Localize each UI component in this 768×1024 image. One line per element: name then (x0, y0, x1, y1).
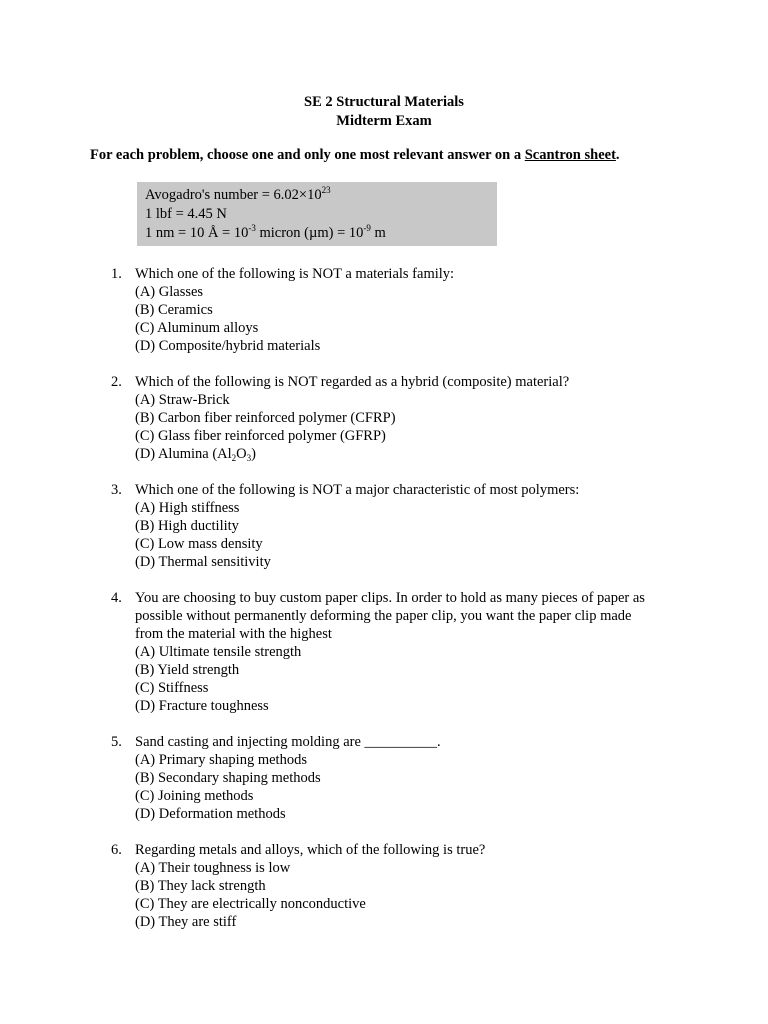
question-stem: Which one of the following is NOT a major characteristic of most polymers: (135, 482, 580, 498)
option-b: (B) Ceramics (135, 302, 213, 318)
nm-text-c: m (370, 225, 386, 241)
option-c: (C) Low mass density (135, 536, 263, 552)
option-d: (D) Fracture toughness (135, 698, 269, 714)
exam-name: Midterm Exam (336, 113, 432, 129)
nm-exponent-2: -9 (363, 223, 371, 233)
question-stem-line-1: You are choosing to buy custom paper clips. In order to hold as many pieces of paper as (135, 590, 645, 606)
option-a: (A) High stiffness (135, 500, 240, 516)
option-c: (C) Joining methods (135, 788, 254, 804)
question-1 (0, 265, 768, 355)
nm-exponent-1: -3 (248, 223, 256, 233)
instruction-text: For each problem, choose one and only one most relevant answer on a (90, 147, 525, 163)
option-a: (A) Ultimate tensile strength (135, 644, 302, 660)
question-stem-line-2: possible without permanently deforming the paper clip, you want the paper clip made (135, 608, 632, 624)
option-b: (B) Carbon fiber reinforced polymer (CFRP) (135, 410, 396, 426)
avogadro-text: Avogadro's number = 6.02×10 (145, 187, 322, 203)
option-a: (A) Glasses (135, 284, 204, 300)
option-a: (A) Straw-Brick (135, 392, 230, 408)
nm-conversion (145, 224, 497, 243)
question-stem-line-3: from the material with the highest (135, 626, 332, 642)
course-title: SE 2 Structural Materials (304, 94, 464, 110)
avogadro-constant (145, 186, 497, 205)
question-3 (0, 481, 768, 571)
option-a: (A) Their toughness is low (135, 860, 291, 876)
question-number: 1. (111, 266, 122, 282)
question-number: 2. (111, 374, 122, 390)
question-6 (0, 841, 768, 931)
instructions (90, 146, 620, 165)
option-d-oxygen: O (236, 446, 247, 462)
question-4 (0, 589, 768, 715)
lbf-conversion: 1 lbf = 4.45 N (145, 206, 227, 222)
option-d: (D) Deformation methods (135, 806, 286, 822)
scantron-sheet-text: Scantron sheet (524, 147, 616, 163)
subscript-2: 2 (231, 453, 237, 463)
option-b: (B) Yield strength (135, 662, 240, 678)
question-stem: Regarding metals and alloys, which of the following is true? (135, 842, 486, 858)
option-d: (D) They are stiff (135, 914, 237, 930)
option-c: (C) Aluminum alloys (135, 320, 259, 336)
question-number: 3. (111, 482, 122, 498)
instruction-end: . (615, 147, 620, 163)
option-c: (C) They are electrically nonconductive (135, 896, 366, 912)
option-d (135, 445, 675, 463)
nm-text-b: micron (µm) = 10 (255, 225, 364, 241)
option-b: (B) They lack strength (135, 878, 266, 894)
question-number: 5. (111, 734, 122, 750)
option-b: (B) Secondary shaping methods (135, 770, 321, 786)
nm-text-a: 1 nm = 10 Å = 10 (145, 225, 249, 241)
option-b: (B) High ductility (135, 518, 239, 534)
subscript-3: 3 (246, 453, 252, 463)
question-2 (0, 373, 768, 463)
question-5 (0, 733, 768, 823)
option-a: (A) Primary shaping methods (135, 752, 307, 768)
question-stem: Which one of the following is NOT a materials family: (135, 266, 455, 282)
option-c: (C) Stiffness (135, 680, 209, 696)
option-d: (D) Composite/hybrid materials (135, 338, 321, 354)
option-c: (C) Glass fiber reinforced polymer (GFRP) (135, 428, 386, 444)
question-number: 4. (111, 590, 122, 606)
question-number: 6. (111, 842, 122, 858)
question-list (0, 265, 768, 949)
option-d-close: ) (251, 446, 256, 462)
question-stem: Which of the following is NOT regarded as a hybrid (composite) material? (135, 374, 570, 390)
exam-title (0, 93, 768, 131)
question-stem: Sand casting and injecting molding are __________. (135, 734, 441, 750)
option-d: (D) Thermal sensitivity (135, 554, 271, 570)
option-d-text: (D) Alumina (Al (135, 446, 232, 462)
constants-box (137, 182, 497, 246)
avogadro-exponent: 23 (321, 185, 331, 195)
